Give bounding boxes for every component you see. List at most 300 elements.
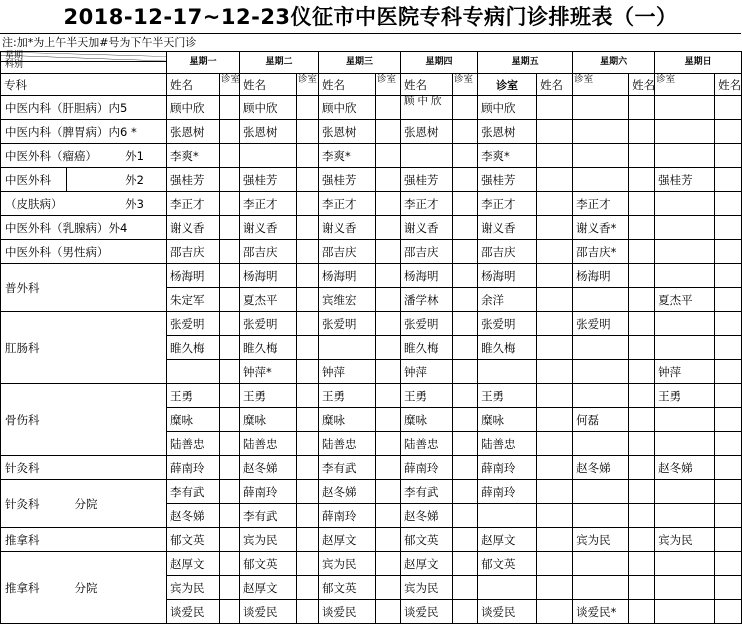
room-col-header: 诊室: [376, 74, 401, 96]
doctor-name-cell: 郁文英: [401, 528, 453, 552]
room-cell: [629, 456, 655, 480]
doctor-name-cell: 朱定军: [167, 288, 220, 312]
room-cell: [220, 528, 240, 552]
doctor-name-cell: 李爽*: [319, 144, 376, 168]
doctor-name-cell: 夏杰平: [655, 288, 715, 312]
dept-branch-label: 分院: [67, 552, 167, 624]
room-cell: [715, 120, 742, 144]
doctor-name-cell: 顾中欣: [478, 96, 537, 120]
dept-label: 肛肠科: [1, 312, 167, 384]
doctor-name-cell: 潘学林: [401, 288, 453, 312]
room-cell: [715, 288, 742, 312]
room-cell: [537, 192, 573, 216]
dept-label: 中医外科（瘤癌）: [1, 144, 67, 168]
doctor-name-cell: [655, 96, 715, 120]
doctor-name-cell: 谢义香*: [573, 216, 629, 240]
doctor-name-cell: 陆善忠: [167, 432, 220, 456]
room-cell: [629, 528, 655, 552]
doctor-name-cell: 何磊: [573, 408, 629, 432]
doctor-name-cell: 宾为民: [401, 576, 453, 600]
doctor-name-cell: 赵厚文: [401, 552, 453, 576]
room-cell: [629, 192, 655, 216]
room-col-header: 诊室: [573, 74, 629, 96]
room-cell: [715, 600, 742, 624]
room-cell: [629, 576, 655, 600]
room-cell: [220, 288, 240, 312]
doctor-name-cell: [573, 480, 629, 504]
room-cell: [220, 480, 240, 504]
room-cell: [220, 408, 240, 432]
doctor-name-cell: 强桂芳: [167, 168, 220, 192]
room-cell: [629, 600, 655, 624]
dept-label: 推拿科: [1, 528, 167, 552]
doctor-name-cell: [655, 336, 715, 360]
doctor-name-cell: [573, 576, 629, 600]
room-cell: [220, 312, 240, 336]
schedule-row: [1, 192, 742, 216]
room-cell: [453, 528, 478, 552]
doctor-name-cell: 邵吉庆: [167, 240, 220, 264]
room-cell: [376, 120, 401, 144]
day-header-fri: 星期五: [478, 52, 573, 74]
page-title: 2018-12-17~12-23仪征市中医院专科专病门诊排班表（一）: [0, 0, 741, 34]
room-cell: [220, 360, 240, 384]
room-cell: [297, 144, 319, 168]
doctor-name-cell: 张爱明: [167, 312, 220, 336]
dept-label: 中医内科（肝胆病）内5: [1, 96, 167, 120]
room-cell: [629, 360, 655, 384]
doctor-name-cell: [655, 504, 715, 528]
room-cell: [629, 312, 655, 336]
room-cell: [297, 120, 319, 144]
doctor-name-cell: 陆善忠: [240, 432, 297, 456]
room-cell: [220, 216, 240, 240]
doctor-name-cell: [655, 144, 715, 168]
room-cell: [453, 144, 478, 168]
schedule-row: [1, 552, 742, 576]
doctor-name-cell: 王勇: [167, 384, 220, 408]
room-cell: [537, 504, 573, 528]
schedule-row: [1, 264, 742, 288]
doctor-name-cell: 钟萍: [655, 360, 715, 384]
room-col-header-fri: 诊室: [478, 74, 537, 96]
doctor-name-cell: [478, 576, 537, 600]
doctor-name-cell: 赵冬娣: [240, 456, 297, 480]
doctor-name-cell: 宾为民: [240, 528, 297, 552]
doctor-name-cell: 顾中欣: [240, 96, 297, 120]
dept-label: 中医外科（男性病）: [1, 240, 167, 264]
doctor-name-cell: 邵吉庆: [478, 240, 537, 264]
doctor-name-cell: 张恩树: [240, 120, 297, 144]
room-cell: [715, 384, 742, 408]
doctor-name-cell: 谈爱民: [478, 600, 537, 624]
room-cell: [715, 240, 742, 264]
room-col-header: 诊室: [220, 74, 240, 96]
room-cell: [376, 288, 401, 312]
doctor-name-cell: 李有武: [319, 456, 376, 480]
room-cell: [453, 288, 478, 312]
schedule-table: [0, 51, 742, 624]
doctor-name-cell: [655, 600, 715, 624]
doctor-name-cell: [319, 336, 376, 360]
name-col-header: 姓名: [715, 74, 742, 96]
room-cell: [297, 264, 319, 288]
room-cell: [376, 360, 401, 384]
room-cell: [376, 504, 401, 528]
room-cell: [453, 168, 478, 192]
doctor-name-cell: 张恩树: [319, 120, 376, 144]
room-cell: [629, 120, 655, 144]
schedule-row: [1, 144, 742, 168]
corner-header: [1, 51, 167, 70]
doctor-name-cell: 李爽*: [478, 144, 537, 168]
room-cell: [376, 576, 401, 600]
schedule-row: [1, 120, 742, 144]
doctor-name-cell: 杨海明: [401, 264, 453, 288]
room-cell: [715, 432, 742, 456]
doctor-name-cell: 谈爱民: [167, 600, 220, 624]
room-cell: [629, 432, 655, 456]
doctor-name-cell: 杨海明: [167, 264, 220, 288]
doctor-name-cell: [573, 144, 629, 168]
doctor-name-cell: 糜咏: [319, 408, 376, 432]
day-header-thu: 星期四: [401, 52, 478, 74]
room-cell: [537, 576, 573, 600]
room-cell: [297, 504, 319, 528]
doctor-name-cell: 赵冬娣: [655, 456, 715, 480]
doctor-name-cell: [655, 552, 715, 576]
doctor-name-cell: 李正才: [401, 192, 453, 216]
schedule-row: [1, 96, 742, 120]
room-cell: [453, 576, 478, 600]
doctor-name-cell: [655, 480, 715, 504]
room-cell: [297, 96, 319, 120]
doctor-name-cell: 谈爱民: [319, 600, 376, 624]
header-spacer: [1, 62, 167, 74]
dept-label: 中医内科（脾胃病）内6 *: [1, 120, 167, 144]
doctor-name-cell: 李有武: [240, 504, 297, 528]
dept-room-code: 外3: [67, 192, 167, 216]
doctor-name-cell: 睢久梅: [478, 336, 537, 360]
room-cell: [629, 96, 655, 120]
name-col-header: 姓名: [401, 74, 453, 96]
room-col-header: 诊室: [297, 74, 319, 96]
schedule-row: [1, 480, 742, 504]
room-cell: [220, 600, 240, 624]
room-cell: [297, 600, 319, 624]
doctor-name-cell: 邵吉庆: [240, 240, 297, 264]
doctor-name-cell: 李正才: [478, 192, 537, 216]
room-cell: [629, 216, 655, 240]
doctor-name-cell: 薛南玲: [167, 456, 220, 480]
room-cell: [220, 144, 240, 168]
doctor-name-cell: 强桂芳: [240, 168, 297, 192]
room-cell: [376, 552, 401, 576]
doctor-name-cell: [573, 168, 629, 192]
doctor-name-cell: 郁文英: [167, 528, 220, 552]
doctor-name-cell: [478, 360, 537, 384]
doctor-name-cell: 李正才: [573, 192, 629, 216]
doctor-name-cell: [573, 504, 629, 528]
room-cell: [376, 384, 401, 408]
room-cell: [537, 360, 573, 384]
room-col-header: 诊室: [655, 74, 715, 96]
doctor-name-cell: 李有武: [167, 480, 220, 504]
room-cell: [715, 336, 742, 360]
room-cell: [715, 192, 742, 216]
name-col-header: 姓名: [537, 74, 573, 96]
doctor-name-cell: 谢义香: [478, 216, 537, 240]
doctor-name-cell: 邵吉庆*: [573, 240, 629, 264]
room-cell: [376, 168, 401, 192]
name-col-header: 姓名: [629, 74, 655, 96]
doctor-name-cell: 睢久梅: [167, 336, 220, 360]
room-cell: [715, 552, 742, 576]
room-cell: [453, 408, 478, 432]
doctor-name-cell: 张爱明: [478, 312, 537, 336]
room-cell: [537, 168, 573, 192]
room-cell: [537, 528, 573, 552]
room-cell: [297, 312, 319, 336]
doctor-name-cell: [655, 120, 715, 144]
doctor-name-cell: [573, 336, 629, 360]
doctor-name-cell: [655, 216, 715, 240]
room-cell: [297, 432, 319, 456]
doctor-name-cell: 李爽*: [167, 144, 220, 168]
room-cell: [297, 336, 319, 360]
dept-room-code: 外1: [67, 144, 167, 168]
room-cell: [220, 120, 240, 144]
room-cell: [715, 360, 742, 384]
doctor-name-cell: 糜咏: [167, 408, 220, 432]
doctor-name-cell: [655, 192, 715, 216]
dept-label: 普外科: [1, 264, 167, 312]
room-cell: [220, 264, 240, 288]
room-col-header: 诊室: [453, 74, 478, 96]
doctor-name-cell: 赵厚文: [319, 528, 376, 552]
room-cell: [715, 408, 742, 432]
room-cell: [629, 504, 655, 528]
doctor-name-cell: 李有武: [401, 480, 453, 504]
dept-label: 推拿科: [1, 552, 67, 624]
day-header-mon: 星期一: [167, 52, 240, 74]
room-cell: [220, 336, 240, 360]
room-cell: [376, 144, 401, 168]
doctor-name-cell: 张恩树: [401, 120, 453, 144]
doctor-name-cell: 赵厚文: [240, 576, 297, 600]
header-xingqi: 星期: [5, 51, 24, 61]
room-cell: [629, 264, 655, 288]
room-cell: [453, 432, 478, 456]
doctor-name-cell: 薛南玲: [478, 480, 537, 504]
room-cell: [297, 288, 319, 312]
room-cell: [453, 120, 478, 144]
schedule-row: [1, 456, 742, 480]
room-cell: [537, 312, 573, 336]
room-cell: [537, 240, 573, 264]
doctor-name-cell: 宾为民: [573, 528, 629, 552]
doctor-name-cell: [240, 144, 297, 168]
room-cell: [453, 336, 478, 360]
room-cell: [537, 336, 573, 360]
doctor-name-cell: 薛南玲: [319, 504, 376, 528]
doctor-name-cell: [573, 288, 629, 312]
doctor-name-cell: 强桂芳: [655, 168, 715, 192]
room-cell: [453, 552, 478, 576]
room-cell: [220, 96, 240, 120]
room-cell: [715, 528, 742, 552]
room-cell: [537, 408, 573, 432]
doctor-name-cell: [573, 552, 629, 576]
room-cell: [297, 552, 319, 576]
room-cell: [297, 360, 319, 384]
doctor-name-cell: 赵冬娣: [319, 480, 376, 504]
doctor-name-cell: 陆善忠: [319, 432, 376, 456]
room-cell: [715, 264, 742, 288]
doctor-name-cell: 宾为民: [655, 528, 715, 552]
header-zhuanke: 专科: [1, 74, 167, 96]
room-cell: [537, 96, 573, 120]
room-cell: [629, 552, 655, 576]
doctor-name-cell: 顾中欣: [401, 96, 453, 120]
room-cell: [376, 600, 401, 624]
room-cell: [220, 384, 240, 408]
day-header-sun: 星期日: [655, 52, 742, 74]
doctor-name-cell: 谈爱民: [240, 600, 297, 624]
room-cell: [220, 504, 240, 528]
room-cell: [629, 144, 655, 168]
doctor-name-cell: [655, 408, 715, 432]
doctor-name-cell: 张恩树: [478, 120, 537, 144]
doctor-name-cell: 糜咏: [478, 408, 537, 432]
room-cell: [376, 480, 401, 504]
doctor-name-cell: 张爱明: [401, 312, 453, 336]
doctor-name-cell: 钟萍*: [240, 360, 297, 384]
header-kebie: 科别: [5, 60, 24, 70]
doctor-name-cell: 张爱明: [240, 312, 297, 336]
doctor-name-cell: 李正才: [319, 192, 376, 216]
doctor-name-cell: [573, 432, 629, 456]
room-cell: [297, 192, 319, 216]
room-cell: [297, 456, 319, 480]
doctor-name-cell: 糜咏: [401, 408, 453, 432]
day-header-tue: 星期二: [240, 52, 319, 74]
room-cell: [629, 168, 655, 192]
diagonal-lines: [1, 52, 166, 61]
room-cell: [376, 432, 401, 456]
doctor-name-cell: 赵厚文: [167, 552, 220, 576]
doctor-name-cell: [655, 432, 715, 456]
doctor-name-cell: [401, 144, 453, 168]
doctor-name-cell: [655, 312, 715, 336]
doctor-name-cell: 宾为民: [167, 576, 220, 600]
room-cell: [537, 216, 573, 240]
room-cell: [715, 576, 742, 600]
room-cell: [297, 480, 319, 504]
schedule-row: [1, 240, 742, 264]
doctor-name-cell: [573, 96, 629, 120]
room-cell: [537, 480, 573, 504]
room-cell: [453, 480, 478, 504]
room-cell: [376, 528, 401, 552]
doctor-name-cell: 陆善忠: [401, 432, 453, 456]
doctor-name-cell: 张爱明: [573, 312, 629, 336]
doctor-name-cell: 赵冬娣: [167, 504, 220, 528]
room-cell: [715, 96, 742, 120]
doctor-name-cell: 睢久梅: [401, 336, 453, 360]
doctor-name-cell: 薛南玲: [401, 456, 453, 480]
room-cell: [453, 264, 478, 288]
room-cell: [537, 264, 573, 288]
doctor-name-cell: 谈爱民*: [573, 600, 629, 624]
room-cell: [297, 216, 319, 240]
room-cell: [220, 168, 240, 192]
room-cell: [376, 240, 401, 264]
dept-label: 骨伤科: [1, 384, 167, 456]
room-cell: [376, 216, 401, 240]
room-cell: [220, 240, 240, 264]
doctor-name-cell: 薛南玲: [240, 480, 297, 504]
room-cell: [715, 144, 742, 168]
doctor-name-cell: [655, 264, 715, 288]
doctor-name-cell: 强桂芳: [478, 168, 537, 192]
doctor-name-cell: 谈爱民: [401, 600, 453, 624]
doctor-name-cell: 夏杰平: [240, 288, 297, 312]
name-col-header: 姓名: [167, 74, 220, 96]
doctor-name-cell: 郁文英: [478, 552, 537, 576]
room-cell: [453, 96, 478, 120]
schedule-row: [1, 528, 742, 552]
room-cell: [453, 312, 478, 336]
doctor-name-cell: 杨海明: [573, 264, 629, 288]
room-cell: [220, 576, 240, 600]
dept-label: 中医外科: [1, 168, 67, 192]
room-cell: [453, 216, 478, 240]
room-cell: [453, 240, 478, 264]
doctor-name-cell: 李正才: [240, 192, 297, 216]
room-cell: [297, 528, 319, 552]
dept-label: 针灸科: [1, 456, 167, 480]
doctor-name-cell: 宾维宏: [319, 288, 376, 312]
room-cell: [715, 216, 742, 240]
doctor-name-cell: 糜咏: [240, 408, 297, 432]
doctor-name-cell: 薛南玲: [478, 456, 537, 480]
doctor-name-cell: [573, 360, 629, 384]
doctor-name-cell: 陆善忠: [478, 432, 537, 456]
doctor-name-cell: 杨海明: [319, 264, 376, 288]
doctor-name-cell: 顾中欣: [167, 96, 220, 120]
day-header-wed: 星期三: [319, 52, 401, 74]
schedule-note: 注:加*为上午半天加#号为下午半天门诊: [2, 36, 197, 49]
dept-label: 针灸科: [1, 480, 67, 528]
doctor-name-cell: 邵吉庆: [319, 240, 376, 264]
room-cell: [537, 120, 573, 144]
room-cell: [376, 408, 401, 432]
doctor-name-cell: 王勇: [401, 384, 453, 408]
doctor-name-cell: 张恩树: [167, 120, 220, 144]
doctor-name-cell: 杨海明: [478, 264, 537, 288]
name-col-header: 姓名: [319, 74, 376, 96]
room-cell: [220, 552, 240, 576]
doctor-name-cell: 张爱明: [319, 312, 376, 336]
doctor-name-cell: 赵冬娣: [573, 456, 629, 480]
doctor-name-cell: 李正才: [167, 192, 220, 216]
room-cell: [629, 408, 655, 432]
room-cell: [715, 312, 742, 336]
doctor-name-cell: 谢义香: [319, 216, 376, 240]
room-cell: [715, 480, 742, 504]
room-cell: [453, 456, 478, 480]
